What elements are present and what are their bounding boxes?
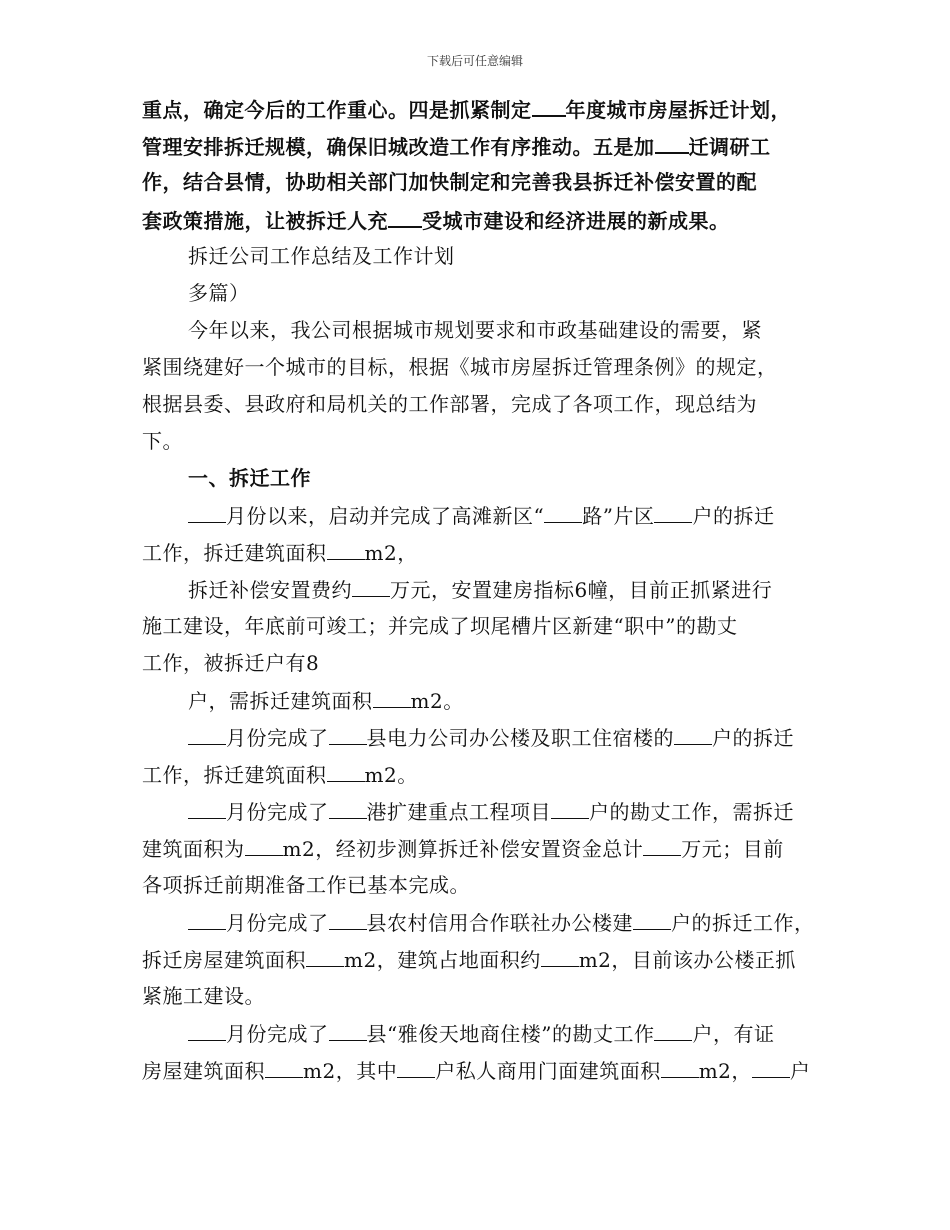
text-line	[188, 576, 772, 602]
blank-underline	[654, 502, 692, 523]
blank-underline	[352, 576, 390, 597]
text-line	[142, 761, 418, 787]
blank-underline	[541, 946, 579, 967]
text-line	[142, 391, 757, 417]
blank-underline	[327, 761, 365, 782]
blank-underline	[329, 1020, 367, 1041]
text-segment: 户的拆迁工作，	[671, 911, 815, 935]
text-line	[188, 724, 794, 750]
text-line	[142, 539, 418, 565]
blank-underline	[674, 724, 712, 745]
blank-underline	[388, 206, 422, 228]
text-line	[142, 946, 796, 972]
blank-underline	[327, 539, 365, 560]
blank-underline	[655, 132, 689, 154]
text-segment: 县“雅俊天地商住楼”的勘丈工作	[366, 1022, 655, 1046]
text-segment: 县电力公司办公楼及职工住宿楼的	[366, 726, 674, 750]
blank-underline	[329, 798, 367, 819]
text-segment: 年度城市房屋拆迁计划，	[565, 98, 791, 122]
text-line	[188, 502, 774, 528]
blank-underline	[188, 724, 226, 745]
page-header: 下载后可任意编辑	[426, 54, 523, 68]
text-segment: 月份完成了	[226, 1022, 329, 1046]
text-segment: 月份完成了	[226, 800, 329, 824]
text-segment: 受城市建设和经济进展的新成果。	[422, 209, 730, 233]
text-segment: m2。	[364, 763, 418, 787]
text-line	[142, 95, 791, 121]
text-segment: 房屋建筑面积	[142, 1059, 265, 1083]
text-line	[142, 132, 771, 158]
text-line	[188, 1020, 774, 1046]
text-segment: 下。	[142, 429, 183, 453]
text-segment: 户的拆迁	[712, 726, 794, 750]
text-segment: 拆迁补偿安置费约	[188, 578, 352, 602]
text-segment: m2，	[364, 541, 418, 565]
text-line	[142, 428, 183, 454]
blank-underline	[245, 835, 283, 856]
text-segment: 月份完成了	[226, 726, 329, 750]
text-line	[188, 243, 455, 269]
text-line	[188, 465, 311, 491]
text-segment: 紧施工建设。	[142, 984, 265, 1008]
text-line	[142, 354, 778, 380]
text-segment: 港扩建重点工程项目	[366, 800, 551, 824]
blank-underline	[265, 1057, 303, 1078]
text-segment: 工作，拆迁建筑面积	[142, 763, 327, 787]
blank-underline	[654, 1020, 692, 1041]
text-segment: 一、拆迁工作	[188, 466, 311, 490]
text-segment: 户，有证	[692, 1022, 775, 1046]
blank-underline	[306, 946, 344, 967]
text-line	[142, 650, 319, 676]
blank-underline	[188, 798, 226, 819]
text-segment: 户私人商用门面建筑面积	[435, 1059, 661, 1083]
text-segment: 紧围绕建好一个城市的目标，根据《城市房屋拆迁管理条例》的规定，	[142, 355, 778, 379]
text-line	[188, 798, 794, 824]
text-segment: 施工建设，年底前可竣工；并完成了坝尾槽片区新建“职中”的勘丈	[142, 614, 738, 638]
text-segment: 迁调研工	[688, 135, 771, 159]
text-segment: 月份完成了	[226, 911, 329, 935]
text-line	[142, 983, 265, 1009]
blank-underline	[661, 1057, 699, 1078]
blank-underline	[188, 909, 226, 930]
text-segment: 拆迁房屋建筑面积	[142, 948, 306, 972]
blank-underline	[329, 724, 367, 745]
text-segment: 工作，被拆迁户有8	[142, 651, 320, 675]
text-segment: m2，目前该办公楼正抓	[578, 948, 796, 972]
blank-underline	[188, 1020, 226, 1041]
blank-underline	[329, 909, 367, 930]
text-segment: 管理安排拆迁规模，确保旧城改造工作有序推动。五是加	[142, 135, 655, 159]
text-segment: m2。	[410, 689, 464, 713]
text-segment: m2，	[698, 1059, 752, 1083]
text-segment: 各项拆迁前期准备工作已基本完成。	[142, 873, 470, 897]
text-segment: 今年以来，我公司根据城市规划要求和市政基础建设的需要，紧	[188, 318, 762, 342]
text-segment: 工作，拆迁建筑面积	[142, 541, 327, 565]
text-segment: 路”片区	[582, 504, 655, 528]
blank-underline	[188, 502, 226, 523]
text-segment: m2，建筑占地面积约	[344, 948, 541, 972]
blank-underline	[397, 1057, 435, 1078]
text-segment: m2，其中	[303, 1059, 398, 1083]
text-line	[188, 687, 464, 713]
text-segment: 户	[789, 1059, 811, 1083]
text-segment: 根据县委、县政府和局机关的工作部署，完成了各项工作，现总结为	[142, 392, 757, 416]
text-line	[142, 206, 730, 232]
text-segment: 套政策措施，让被拆迁人充	[142, 209, 388, 233]
text-segment: 建筑面积为	[142, 837, 245, 861]
text-segment: 县农村信用合作联社办公楼建	[366, 911, 633, 935]
text-line	[142, 835, 784, 861]
blank-underline	[532, 95, 566, 117]
blank-underline	[643, 835, 681, 856]
text-line	[142, 1057, 810, 1083]
blank-underline	[752, 1057, 790, 1078]
text-segment: 万元，安置建房指标6幢，目前正抓紧进行	[390, 578, 773, 602]
text-segment: m2，经初步测算拆迁补偿安置资金总计	[282, 837, 644, 861]
text-segment: 户，需拆迁建筑面积	[188, 689, 373, 713]
text-segment: 多篇）	[188, 281, 250, 305]
text-line	[188, 909, 815, 935]
text-segment: 户的勘丈工作，需拆迁	[589, 800, 794, 824]
text-line	[188, 317, 762, 343]
blank-underline	[551, 798, 589, 819]
text-segment: 重点，确定今后的工作重心。四是抓紧制定	[142, 98, 532, 122]
text-segment: 万元；目前	[681, 837, 784, 861]
text-segment: 拆迁公司工作总结及工作计划	[188, 244, 455, 268]
text-segment: 月份以来，启动并完成了高滩新区“	[226, 504, 545, 528]
text-line	[188, 280, 250, 306]
blank-underline	[373, 687, 411, 708]
blank-underline	[544, 502, 582, 523]
text-segment: 户的拆迁	[692, 504, 775, 528]
blank-underline	[633, 909, 671, 930]
text-line	[142, 872, 470, 898]
text-line	[142, 613, 737, 639]
text-line	[142, 169, 757, 195]
text-segment: 作，结合县情，协助相关部门加快制定和完善我县拆迁补偿安置的配	[142, 170, 757, 194]
